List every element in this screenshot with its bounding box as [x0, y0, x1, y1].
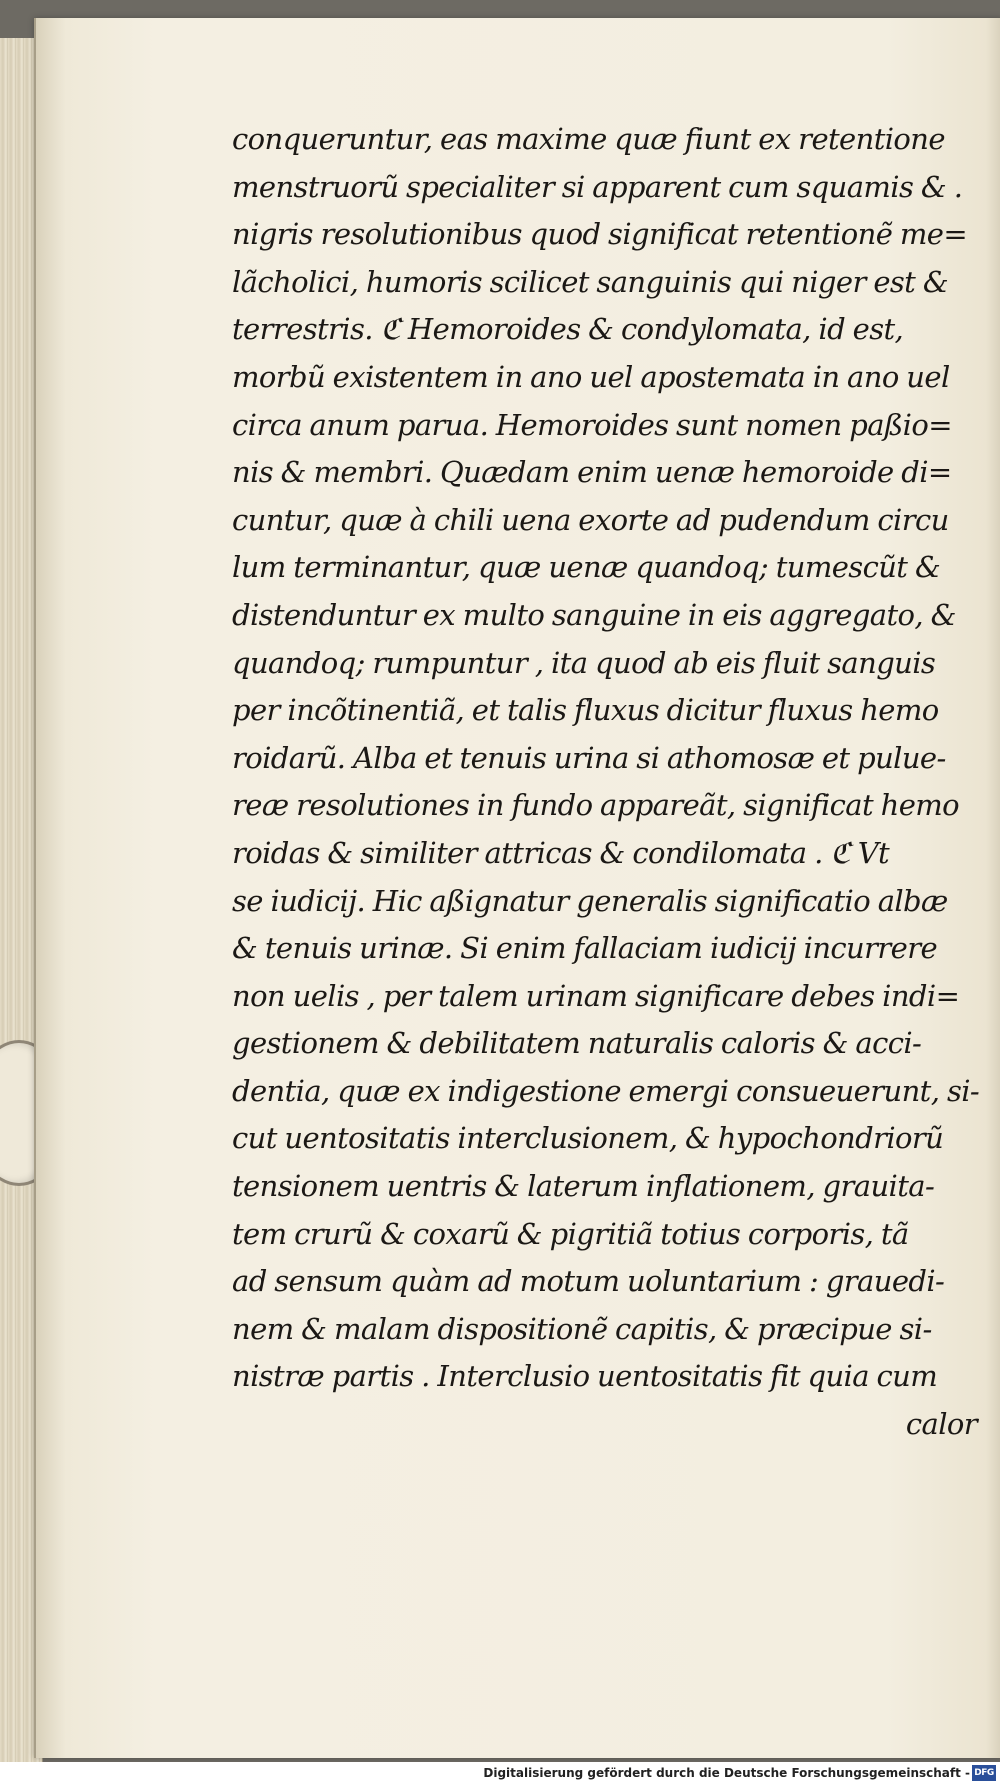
text-line: nis & membri. Quædam enim uenæ hemoroide di=	[232, 455, 952, 490]
text-line: nem & malam dispositionẽ capitis, & præcipue si-	[232, 1311, 932, 1346]
text-line: cuntur, quæ à chili uena exorte ad pudendum circu	[232, 502, 949, 537]
text-line: lãcholici, humoris scilicet sanguinis qui niger est &	[232, 264, 949, 299]
text-line: roidarũ. Alba et tenuis urina si athomosæ et pulue-	[232, 740, 946, 775]
text-line: cut uentositatis interclusionem, & hypochondriorũ	[232, 1121, 944, 1156]
text-line: circa anum parua. Hemoroides sunt nomen paßio=	[232, 407, 952, 442]
text-line: se iudicij. Hic aßignatur generalis significatio albæ	[232, 883, 948, 918]
catchword: calor	[905, 1407, 977, 1442]
text-line: terrestris. ℭ Hemoroides & condylomata, id est,	[232, 312, 904, 347]
digitization-credit: Digitalisierung gefördert durch die Deutsche Forschungsgemeinschaft -	[483, 1766, 970, 1780]
dfg-logo: DFG	[972, 1765, 996, 1781]
text-line: lum terminantur, quæ uenæ quandoq; tumescũt &	[232, 550, 941, 585]
text-line: & tenuis urinæ. Si enim fallaciam iudicij incurrere	[232, 931, 938, 966]
text-line: reæ resolutiones in fundo appareãt, significat hemo	[232, 788, 960, 823]
text-line: tem crurũ & coxarũ & pigritiã totius corporis, tã	[232, 1216, 909, 1251]
text-line: nigris resolutionibus quod significat retentionẽ me=	[232, 217, 968, 252]
text-line: ad sensum quàm ad motum uoluntarium : grauedi-	[232, 1264, 945, 1299]
text-line: conqueruntur, eas maxime quæ fiunt ex retentione	[232, 122, 945, 156]
text-line: distenduntur ex multo sanguine in eis aggregato, &	[232, 597, 956, 632]
text-line: gestionem & debilitatem naturalis caloris & acci-	[232, 1026, 922, 1061]
text-line: dentia, quæ ex indigestione emergi consueuerunt, si-	[232, 1073, 980, 1108]
text-line: roidas & similiter attricas & condilomata . ℭ Vt	[232, 835, 890, 870]
footer-bar	[0, 1762, 1000, 1786]
text-line: per incõtinentiã, et talis fluxus dicitur fluxus hemo	[232, 693, 939, 728]
text-line: morbũ existentem in ano uel apostemata in ano uel	[232, 359, 950, 394]
text-line: tensionem uentris & laterum inflationem, grauita-	[232, 1169, 935, 1204]
text-line: quandoq; rumpuntur , ita quod ab eis fluit sanguis	[232, 645, 936, 680]
text-line: nistræ partis . Interclusio uentositatis fit quia cum	[232, 1359, 938, 1394]
book-page	[34, 18, 1000, 1758]
text-line: non uelis , per talem urinam significare debes indi=	[232, 978, 960, 1013]
text-block	[232, 116, 982, 1449]
text-line: menstruorũ specialiter si apparent cum squamis & .	[232, 169, 963, 204]
